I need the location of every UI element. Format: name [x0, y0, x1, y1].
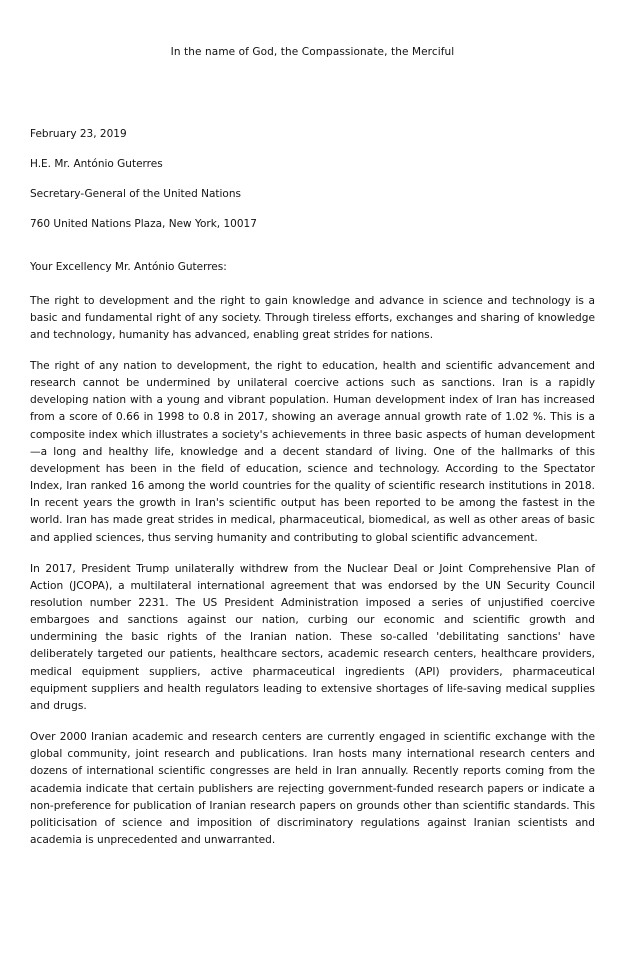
body-paragraph: The right to development and the right to gain knowledge and advance in science and technology is a basic and fundamental right of any society. Through tireless efforts, exchanges and sharing of knowledge and technology, humanity has advanced, enabling great strides for nations. [30, 294, 595, 341]
body-paragraph: Over 2000 Iranian academic and research centers are currently engaged in scientific exchange with the global community, joint research and publications. Iran hosts many international research centers and dozens of international scientific congresses are held in Iran annually. Recently reports coming from the academia indicate that certain publishers are rejecting government-funded research papers or indicate a non-preference for publication of Iranian research papers on grounds other than scientific standards. This politicisation of science and imposition of discriminatory regulations against Iranian scientists and academia is unprecedented and unwarranted. [30, 731, 595, 847]
body-paragraph: In 2017, President Trump unilaterally withdrew from the Nuclear Deal or Joint Comprehensive Plan of Action (JCOPA), a multilateral international agreement that was endorsed by the UN Security Council resolution number 2231. The US President Administration imposed a series of unjustified coercive embargoes and sanctions against our nation, curbing our economic and scientific growth and undermining the basic rights of the Iranian nation. These so-called 'debilitating sanctions' have deliberately targeted our patients, healthcare sectors, academic research centers, healthcare providers, medical equipment suppliers, active pharmaceutical ingredients (API) providers, pharmaceutical equipment suppliers and health regulators leading to extensive shortages of life-saving medical supplies and drugs. [30, 562, 595, 712]
body-paragraph: The right of any nation to development, the right to education, health and scientific advancement and research cannot be undermined by unilateral coercive actions such as sanctions. Iran is a rapidly developing nation with a young and vibrant population. Human development index of Iran has increased from a score of 0.66 in 1998 to 0.8 in 2017, showing an average annual growth rate of 1.02 %. This is a composite index which illustrates a society's achievements in three basic aspects of human development—a long and healthy life, knowledge and a decent standard of living. One of the hallmarks of this development has been in the field of education, science and technology. According to the Spectator Index, Iran ranked 16 among the world countries for the quality of scientific research institutions in 2018. In recent years the growth in Iran's scientific output has been reported to be among the fastest in the world. Iran has made great strides in medical, pharmaceutical, biomedical, as well as other areas of basic and applied sciences, thus serving humanity and contributing to global scientific advancement. [30, 359, 595, 544]
recipient-name: H.E. Mr. António Guterres [30, 158, 163, 171]
letter-page [0, 46, 625, 966]
salutation: Your Excellency Mr. António Guterres: [30, 260, 227, 273]
recipient-title: Secretary-General of the United Nations [30, 188, 241, 201]
recipient-address: 760 United Nations Plaza, New York, 10017 [30, 218, 257, 231]
letter-date: February 23, 2019 [30, 128, 127, 140]
letter-body [30, 293, 595, 850]
address-block [30, 128, 595, 232]
invocation-line: In the name of God, the Compassionate, the Merciful [170, 46, 455, 58]
